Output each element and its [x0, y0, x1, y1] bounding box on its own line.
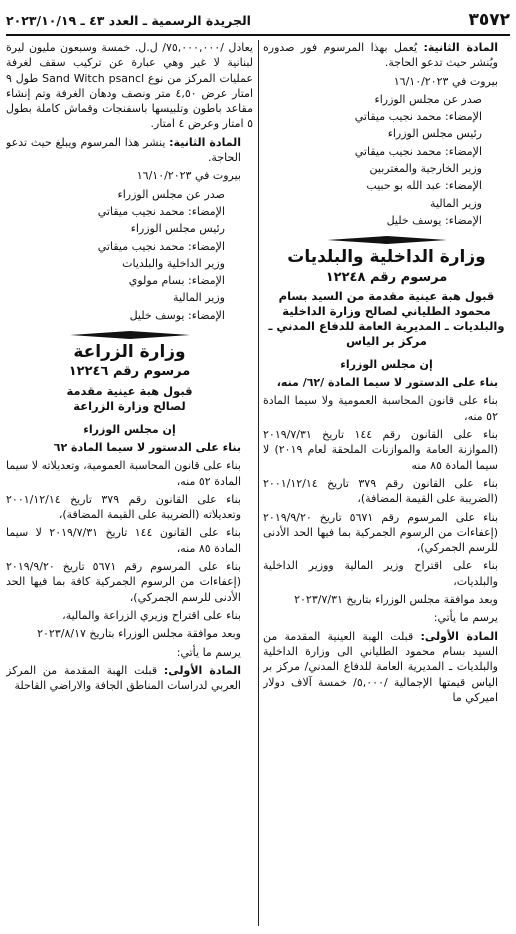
signature-line: وزير الداخلية والبلديات: [122, 256, 225, 270]
signature-line: الإمضاء: محمد نجيب ميقاتي: [354, 144, 482, 158]
page-number: ٣٥٧٢: [468, 10, 510, 30]
legal-basis: بناء على قانون المحاسبة العمومية، وتعديلاته لا سيما المادة ٥٢ منه،: [6, 459, 241, 488]
signature-line: الإمضاء: بسام مولوي: [128, 274, 225, 288]
council-heading: إن مجلس الوزراء: [340, 357, 433, 371]
signature-line: الإمضاء: يوسف خليل: [386, 213, 482, 227]
legal-basis: بناء على القانون رقم ١٤٤ تاريخ ٢٠١٩/٧/٣١ (الموازنة العامة والموازنات الملحقة لعام ٢٠١٩) لا سيما المادة ٨٥ منه: [263, 428, 498, 472]
legal-basis: بناء على قانون المحاسبة العمومية ولا سيما المادة ٥٢ منه،: [263, 394, 498, 423]
issue-date: بيروت في ١٦/١٠/٢٠٢٣: [393, 74, 498, 88]
article-1-paragraph: [6, 663, 253, 694]
page-header: [6, 6, 510, 36]
signature-line: وزير المالية: [430, 196, 482, 210]
decrees-line: يرسم ما يأتي:: [433, 611, 498, 625]
article-text: يُعمل بهذا المرسوم فور صدوره ويُنشر حيث تدعو الحاجة.: [263, 41, 498, 70]
decree-title-line: قبول هبة عينية مقدمة: [66, 383, 193, 398]
decrees-line: يرسم ما يأتي:: [176, 645, 241, 659]
signature-line: رئيس مجلس الوزراء: [130, 222, 225, 236]
signature-line: الإمضاء: عبد الله بو حبيب: [366, 179, 482, 193]
article-label: المادة الأولى:: [420, 629, 498, 643]
legal-basis: بناء على اقتراح وزيري الزراعة والمالية،: [62, 608, 241, 622]
legal-basis: بناء على القانون رقم ٣٧٩ تاريخ ٢٠٠١/١٢/١٤ (الضريبة على القيمة المضافة)،: [263, 476, 498, 506]
ministry-heading: وزارة الداخلية والبلديات: [287, 247, 486, 268]
signature-line: صدر عن مجلس الوزراء: [374, 92, 482, 106]
signature-line: الإمضاء: يوسف خليل: [129, 308, 225, 322]
section-separator: [263, 236, 510, 244]
article-2-paragraph: [6, 135, 253, 166]
decree-number: مرسوم رقم ١٢٢٤٦: [68, 364, 191, 380]
decree-title: [6, 384, 253, 414]
column-divider: [258, 40, 259, 926]
constitution-basis: بناء على الدستور لا سيما المادة /٦٢/ منه،: [276, 376, 498, 390]
council-heading: إن مجلس الوزراء: [83, 422, 176, 436]
left-column: [6, 40, 253, 926]
issue-date: بيروت في ١٦/١٠/٢٠٢٣: [136, 169, 241, 183]
right-column: [263, 40, 510, 926]
journal-info: الجريدة الرسمية ـ العدد ٤٣ ـ ٢٠٢٣/١٠/١٩: [6, 12, 251, 28]
article-text: قبلت الهبة العينية المقدمة من السيد بسام محمود الطلياني الى وزارة الداخلية والبلديات ـ المديرية العامة للدفاع المدني/ مركز بر الياس قيمتها الإجمالية /٥,٠٠٠/ خمسة آلاف دولار اميركي ما: [263, 629, 499, 704]
council-approval: وبعد موافقة مجلس الوزراء بتاريخ ٢٠٢٣/٧/٣١: [294, 593, 498, 607]
article-label: المادة الثانية:: [169, 135, 241, 149]
signature-block: [6, 187, 253, 323]
article-label: المادة الأولى:: [163, 663, 241, 677]
signature-block: [263, 92, 510, 228]
decree-number: مرسوم رقم ١٢٢٤٨: [325, 269, 448, 285]
section-separator: [6, 331, 253, 339]
article-label: المادة الثانية:: [423, 41, 498, 54]
article-2-paragraph: [263, 40, 510, 71]
legal-basis: بناء على القانون رقم ٣٧٩ تاريخ ٢٠٠١/١٢/١٤ وتعديلاته (الضريبة على القيمة المضافة)،: [6, 492, 241, 522]
council-approval: وبعد موافقة مجلس الوزراء بتاريخ ٢٠٢٣/٨/١٧: [37, 627, 241, 641]
legal-basis: بناء على المرسوم رقم ٥٦٧١ تاريخ ٢٠١٩/٩/٢٠ (إعفاءات من الرسوم الجمركية بما فيها الحد الأدنى للرسم الجمركي)،: [263, 510, 499, 555]
article-text: ينشر هذا المرسوم ويبلغ حيث تدعو الحاجة.: [6, 135, 241, 165]
decree-title-line: لصالح وزارة الزراعة: [73, 398, 186, 413]
signature-line: الإمضاء: محمد نجيب ميقاتي: [354, 110, 482, 124]
ministry-heading: وزارة الزراعة: [73, 342, 186, 363]
legal-basis: بناء على اقتراح وزير المالية ووزير الداخلية والبلديات،: [263, 559, 498, 588]
signature-line: وزير المالية: [173, 291, 225, 305]
signature-line: وزير الخارجية والمغتربين: [369, 162, 482, 176]
article-text: قبلت الهبة المقدمة من المركز العربي لدراسات المناطق الجافة والاراضي القاحلة: [6, 663, 241, 693]
signature-line: صدر عن مجلس الوزراء: [117, 187, 225, 201]
legal-basis: بناء على القانون ١٤٤ تاريخ ٢٠١٩/٧/٣١ لا سيما المادة ٨٥ منه،: [6, 526, 241, 555]
legal-basis: بناء على المرسوم رقم ٥٦٧١ تاريخ ٢٠١٩/٩/٢٠ (إعفاءات من الرسوم الجمركية كافة بما فيها الحد الأدنى للرسم الجمركي)،: [6, 560, 242, 604]
signature-line: رئيس مجلس الوزراء: [387, 127, 482, 141]
signature-line: الإمضاء: محمد نجيب ميقاتي: [97, 204, 225, 218]
constitution-basis: بناء على الدستور لا سيما المادة ٦٢: [53, 440, 241, 454]
article-1-paragraph: [263, 629, 510, 705]
continuation-paragraph: يعادل /٧٥,٠٠٠,٠٠٠/ ل.ل. خمسة وسبعون مليون ليرة لبنانية لا غير وهي عبارة عن تركيب سقف لغرفة عمليات المركز من نوع Sand Witch psancl طول ٩ امتار عرض ٤,٥٠ متر ونصف ودهان الغرفة وتم إنشاء مقاعد باطون وتلبيسها باسفنجات وقماش كاملة بطول ٥ امتار وعرض ٤ امتار.: [6, 41, 253, 131]
signature-line: الإمضاء: محمد نجيب ميقاتي: [97, 239, 225, 253]
decree-title: قبول هبة عينية مقدمة من السيد بسام محمود الطلياني لصالح وزارة الداخلية والبلديات ـ المديرية العامة للدفاع المدني ـ مركز بر الياس: [268, 288, 505, 348]
